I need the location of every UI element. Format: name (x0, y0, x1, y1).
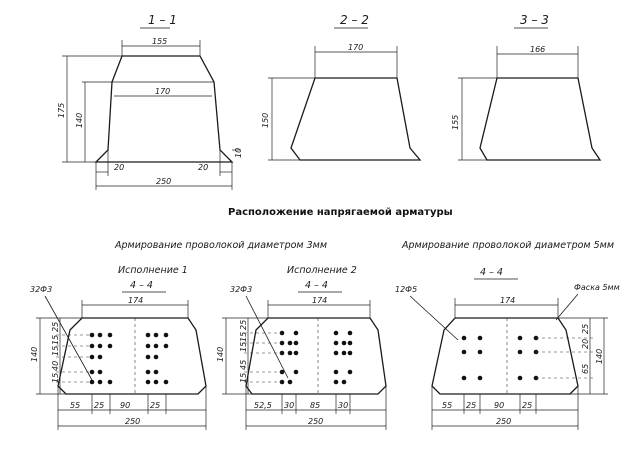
side-dim: 25 (239, 319, 248, 330)
side-dim: 65 (581, 363, 590, 374)
section-1-1-outline (96, 56, 232, 162)
bottom-dim: 90 (494, 401, 505, 410)
callout-32f3-a: 32Ф3 (30, 285, 53, 294)
dim-174-c: 174 (500, 296, 516, 305)
section-2-2-outline (291, 78, 420, 160)
heading-wire-5mm: Армирование проволокой диаметром 5мм (402, 240, 614, 251)
dim-20-left: 20 (114, 163, 125, 172)
wire-dots-v2 (280, 331, 353, 385)
dim-174-b: 174 (312, 296, 328, 305)
dim-250-a: 250 (125, 417, 141, 426)
side-dim: 45 (239, 359, 248, 370)
variant-2-section: 4 – 4 (305, 280, 328, 291)
side-dim: 15 (239, 331, 248, 342)
dim-250-c: 250 (496, 417, 512, 426)
side-dim: 20 (581, 338, 590, 349)
dim-140-a: 140 (30, 346, 39, 362)
dim-155: 155 (152, 37, 168, 46)
variant-1-label: Исполнение 1 (118, 265, 188, 276)
side-dim: 15 (51, 334, 60, 345)
variant-5mm (395, 267, 620, 430)
variant-1 (30, 265, 206, 430)
dim-170-b: 170 (348, 43, 364, 52)
dim-20-right: 20 (198, 163, 209, 172)
dim-155-b: 155 (451, 114, 460, 130)
section-2-2 (261, 13, 420, 160)
dim-175: 175 (57, 102, 66, 118)
side-dim: 25 (581, 323, 590, 334)
bottom-dim: 55 (70, 401, 81, 410)
callout-32f3-b: 32Ф3 (230, 285, 253, 294)
bottom-dim: 25 (522, 401, 533, 410)
section-3-3-outline (480, 78, 600, 160)
dim-250: 250 (156, 177, 172, 186)
bottom-dim: 25 (150, 401, 161, 410)
bottom-dim: 52,5 (254, 401, 272, 410)
section-2-2-title: 2 – 2 (340, 13, 369, 27)
section-1-1 (57, 13, 243, 190)
variant-5mm-outline (432, 318, 578, 394)
bottom-dim: 55 (442, 401, 453, 410)
variant-2-outline (246, 318, 386, 394)
dim-10: 10 (234, 147, 243, 158)
dim-174-a: 174 (128, 296, 144, 305)
wire-dots-v1 (90, 333, 169, 385)
bottom-dim: 90 (120, 401, 131, 410)
side-dim: 15 (239, 341, 248, 352)
chamfer-label: Фаска 5мм (574, 283, 620, 292)
section-3-3-title: 3 – 3 (520, 13, 549, 27)
bottom-dim: 30 (284, 401, 295, 410)
side-dim: 15 (239, 372, 248, 383)
variant-2 (216, 265, 386, 430)
dim-140-b: 140 (216, 346, 225, 362)
side-dim: 15 (51, 345, 60, 356)
variant-1-outline (58, 318, 206, 394)
bottom-dim: 30 (338, 401, 349, 410)
caption-title: Расположение напрягаемой арматуры (228, 207, 453, 218)
section-1-1-title: 1 – 1 (148, 13, 177, 27)
side-dim: 15 (51, 372, 60, 383)
variant-2-label: Исполнение 2 (287, 265, 357, 276)
dim-250-b: 250 (308, 417, 324, 426)
dim-150: 150 (261, 112, 270, 128)
bottom-dim: 25 (94, 401, 105, 410)
dim-170: 170 (155, 87, 171, 96)
variant-1-section: 4 – 4 (130, 280, 153, 291)
side-dim: 25 (51, 321, 60, 332)
wire-dots-5mm (462, 336, 539, 381)
variant-5mm-section: 4 – 4 (480, 267, 503, 278)
heading-wire-3mm: Армирование проволокой диаметром 3мм (115, 240, 327, 251)
dim-140-c: 140 (595, 348, 604, 364)
dim-166: 166 (530, 45, 546, 54)
section-3-3 (451, 13, 600, 160)
side-dim: 40 (51, 360, 60, 371)
callout-12f5: 12Ф5 (395, 285, 418, 294)
bottom-dim: 25 (466, 401, 477, 410)
bottom-dim: 85 (310, 401, 321, 410)
dim-140: 140 (75, 112, 84, 128)
